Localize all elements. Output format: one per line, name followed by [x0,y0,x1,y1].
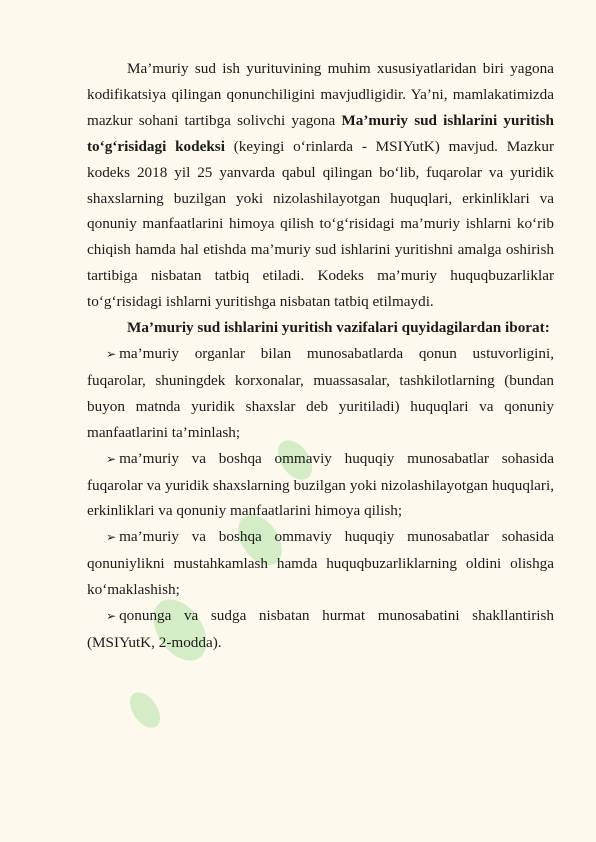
arrow-bullet-icon: ➢ [106,451,117,466]
list-item [87,446,554,525]
intro-paragraph [87,56,554,315]
arrow-bullet-icon: ➢ [106,609,117,624]
list-item-text: qonunga va sudga nisbatan hurmat munosabatini shakllantirish (MSIYutK, 2-modda). [87,607,554,651]
code-name-bold: Ma’muriy sud ishlarini yuritish to‘g‘risidagi kodeksi [87,111,554,155]
section-heading-text: Ma’muriy sud ishlarini yuritish vazifalari quyidagilardan iborat: [127,319,550,337]
list-item [87,524,554,603]
intro-text-end: (keyingi o‘rinlarda - MSIYutK) mavjud. Mazkur kodeks 2018 yil 25 yanvarda qabul qilingan bo‘lib, fuqarolar va yuridik shaxslarning buzilgan yoki nizolashilayotgan huquqlari, erkinliklari va qonuniy manfaatlarini himoya qilish to‘g‘risidagi ma’muriy ishlarni ko‘rib chiqish hamda hal etishda ma’muriy sud ishlarini yuritishni amalga oshirish tartibiga nisbatan tatbiq etiladi. Kodeks ma’muriy huquqbuzarliklar to‘g‘risidagi ishlarni yuritishga nisbatan tatbiq etilmaydi. [87,137,555,311]
list-item-text: ma’muriy organlar bilan munosabatlarda qonun ustuvorligini, fuqarolar, shuningdek korxonalar, muassasalar, tashkilotlarning (bundan buyon matnda yuridik shaxslar deb yuritiladi) huquqlari va qonuniy manfaatlarini ta’minlash; [87,344,554,441]
intro-text-start: Ma’muriy sud ish yurituvining muhim xususiyatlaridan biri yagona kodifikatsiya qilingan qonunchiligini mavjudligidir. Ya’ni, mamlakatimizda mazkur sohani tartibga solivchi yagona [87,60,554,129]
arrow-bullet-icon: ➢ [106,530,117,545]
document-page [87,56,554,656]
arrow-bullet-icon: ➢ [106,346,117,361]
list-item-text: ma’muriy va boshqa ommaviy huquqiy munosabatlar sohasida qonuniylikni mustahkamlash hamda huquqbuzarliklarning oldini olishga ko‘maklashish; [87,528,554,599]
list-item-text: ma’muriy va boshqa ommaviy huquqiy munosabatlar sohasida fuqarolar va yuridik shaxslarning buzilgan yoki nizolashilayotgan huquqlari, erkinliklari va qonuniy manfaatlarini himoya qilish; [87,449,554,520]
list-item [87,603,554,656]
section-heading [87,315,554,341]
list-item [87,341,554,446]
